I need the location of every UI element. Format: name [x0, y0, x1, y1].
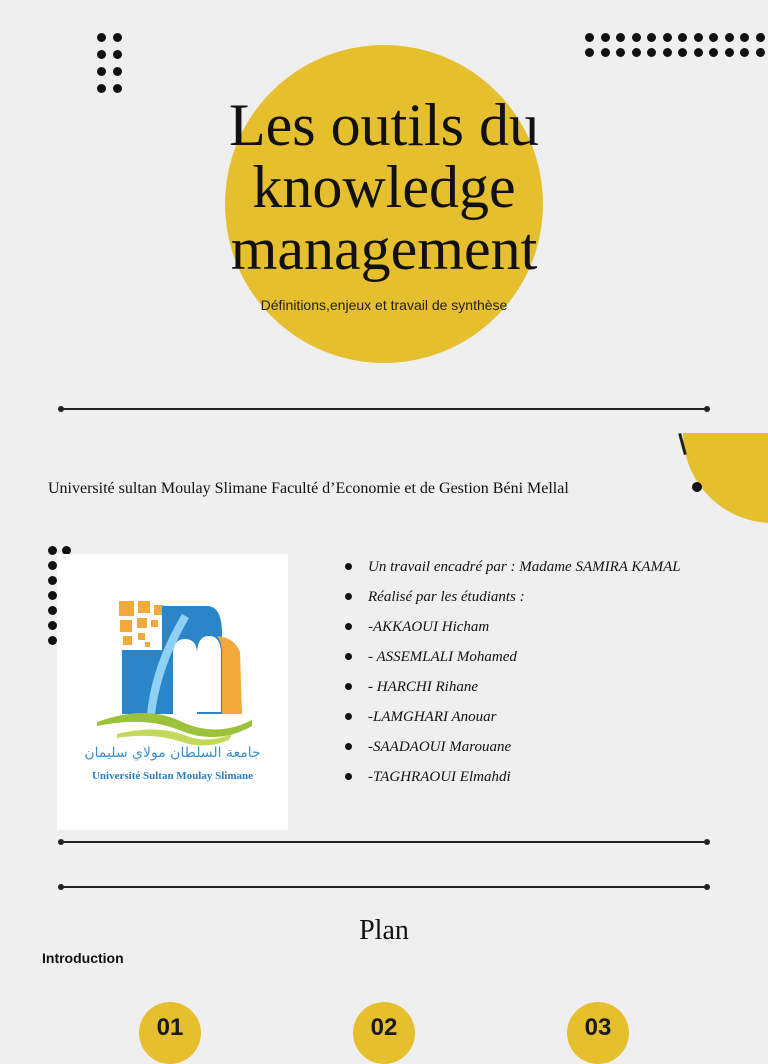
- title-line-3: management: [230, 216, 538, 282]
- university-logo: [57, 554, 288, 830]
- list-item: Réalisé par les étudiants :: [342, 586, 702, 608]
- logo-latin-text: Université Sultan Moulay Slimane: [91, 770, 254, 782]
- plan-number-circle-1: [139, 1002, 201, 1064]
- logo-arabic-text: جامعة السلطان مولاي سليمان: [84, 745, 261, 761]
- list-item: Un travail encadré par : Madame SAMIRA KAMAL: [342, 556, 702, 578]
- members-list: [342, 556, 702, 796]
- list-item: -LAMGHARI Anouar: [342, 706, 702, 728]
- dot-grid-top-left: [97, 33, 122, 93]
- dot-grid-top-right: [585, 33, 765, 57]
- side-dot: [692, 482, 702, 492]
- title-line-2: knowledge: [252, 154, 516, 220]
- list-item: -TAGHRAOUI Elmahdi: [342, 766, 702, 788]
- page-title: [120, 94, 648, 280]
- list-item: -SAADAOUI Marouane: [342, 736, 702, 758]
- plan-number: 01: [156, 1014, 184, 1041]
- list-item: - HARCHI Rihane: [342, 676, 702, 698]
- logo-emblem-icon: [57, 554, 288, 754]
- intro-label: Introduction: [42, 950, 124, 966]
- plan-heading: Plan: [359, 915, 409, 946]
- plan-number: 02: [370, 1014, 398, 1041]
- plan-number-circle-2: [353, 1002, 415, 1064]
- university-name: Université sultan Moulay Slimane Faculté d’Economie et de Gestion Béni Mellal: [48, 480, 569, 497]
- half-circle-decoration: [683, 433, 768, 523]
- divider-1: [60, 408, 708, 410]
- plan-number-circle-3: [567, 1002, 629, 1064]
- list-item: -AKKAOUI Hicham: [342, 616, 702, 638]
- plan-number: 03: [584, 1014, 612, 1041]
- divider-2: [60, 841, 708, 843]
- subtitle: Définitions,enjeux et travail de synthèse: [260, 297, 508, 313]
- list-item: - ASSEMLALI Mohamed: [342, 646, 702, 668]
- divider-3: [60, 886, 708, 888]
- title-line-1: Les outils du: [229, 92, 539, 158]
